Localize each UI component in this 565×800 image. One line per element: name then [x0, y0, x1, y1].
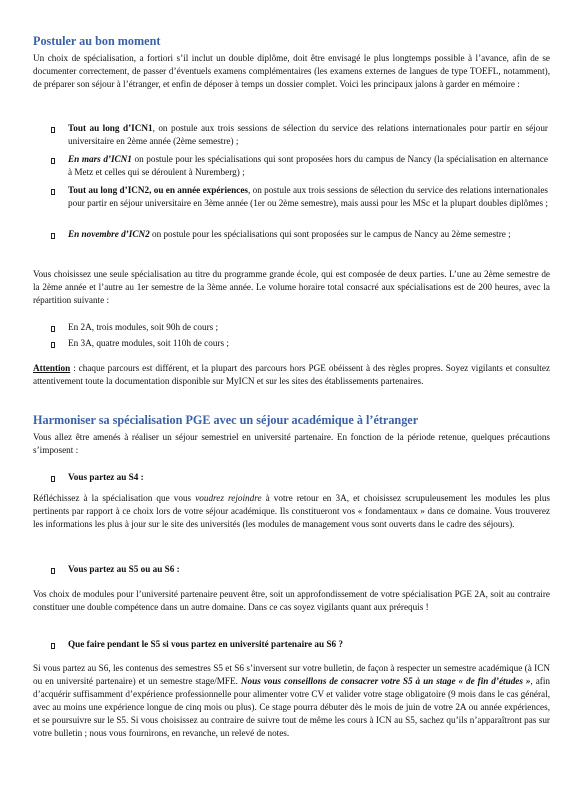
s4-heading: Vous partez au S4 : — [68, 472, 144, 482]
bullet-icon — [51, 643, 55, 649]
s5s6-heading: Vous partez au S5 ou au S6 : — [68, 564, 180, 574]
milestone-item: Tout au long d’ICN2, ou en année expériences, on postule aux trois sessions de sélection du service des relations internationales pour partir en séjour universitaire en 3ème année (1er ou 2ème semestre), mais aussi pour les MSc et la plupart doubles diplômes ; — [68, 185, 548, 208]
specialisation-paragraph: Vous choisissez une seule spécialisation au titre du programme grande école, qui est composée de deux parties. L’une au 2ème semestre de la 2ème année et l’autre au 1er semestre de la 3ème année. Le volume horaire total consacré aux spécialisations est de 200 heures, avec la répartition suivante : — [33, 269, 550, 305]
milestone-item: En novembre d’ICN2 on postule pour les spécialisations qui sont proposées sur le campus de Nancy au 2ème semestre ; — [68, 229, 511, 239]
bullet-icon — [51, 568, 55, 574]
question-paragraph: Si vous partez au S6, les contenus des semestres S5 et S6 s’inversent sur votre bulletin, de façon à respecter un semestre académique (à ICN ou en université partenaire) et un semestre stage/MFE. Nous vous conseillons de consacrer votre S5 à un stage « de fin d’études », afin d’acquérir suffisamment d’expérience professionnelle pour alimenter votre CV et valider votre stage obligatoire (9 mois dans le cas général, avec au moins une expérience longue de cinq mois ou plus). Ce stage pourra débuter dès le mois de juin de votre 2A ou année expériences, et se poursuivre sur le S5. Si vous choisissez au contraire de suivre tout de même les cours à ICN au S5, sachez qu’ils n’apparaîtront pas sur votre bulletin ; nous vous fournirons, en revanche, un relevé de notes. — [33, 663, 550, 738]
bullet-icon — [51, 127, 55, 133]
s5s6-paragraph: Vos choix de modules pour l’université partenaire peuvent être, soit un approfondissement de votre spécialisation PGE 2A, soit au contraire constituer une double compétence dans un autre domaine. Dans ce cas soyez vigilants quant aux prérequis ! — [33, 589, 550, 612]
milestone-item: En mars d’ICN1 on postule pour les spécialisations qui sont proposées hors du campus de Nancy (la spécialisation en alternance à Metz et celles qui se déroulent à Nuremberg) ; — [68, 154, 548, 177]
attention-paragraph: Attention : chaque parcours est différent, et la plupart des parcours hors PGE obéissent à des règles propres. Soyez vigilants et consultez attentivement toute la documentation disponible sur MyICN et sur les sites des établissements partenaires. — [33, 363, 550, 386]
hours-item: En 2A, trois modules, soit 90h de cours ; — [68, 322, 219, 332]
bullet-icon — [51, 342, 55, 348]
intro-paragraph: Un choix de spécialisation, a fortiori s’il inclut un double diplôme, doit être envisagé le plus longtemps possible à l’avance, afin de se documenter correctement, de passer d’éventuels examens complémentaires (les examens externes de langues de type TOEFL, notamment), de préparer son séjour à l’étranger, et enfin de déposer à temps un dossier complet. Voici les principaux jalons à garder en mémoire : — [33, 53, 550, 89]
section2-intro: Vous allez être amenés à réaliser un séjour semestriel en université partenaire. En fonction de la période retenue, quelques précautions s’imposent : — [33, 432, 550, 455]
question-heading: Que faire pendant le S5 si vous partez en université partenaire au S6 ? — [68, 639, 344, 649]
s4-paragraph: Réfléchissez à la spécialisation que vous voudrez rejoindre à votre retour en 3A, et choisissez scrupuleusement les modules les plus pertinents par rapport à ce choix lors de votre séjour académique. Ils constitueront vos « fondamentaux » dans ce domaine. Vous trouverez les informations les plus à jour sur le site des universités (les modules de management vous sont ouverts dans le cadre des séjours). — [33, 493, 551, 529]
bullet-icon — [51, 326, 55, 332]
bullet-icon — [51, 158, 55, 164]
section-title-harmoniser: Harmoniser sa spécialisation PGE avec un séjour académique à l’étranger — [33, 413, 419, 427]
bullet-icon — [51, 189, 55, 195]
section-title-postuler: Postuler au bon moment — [33, 34, 161, 48]
hours-item: En 3A, quatre modules, soit 110h de cours ; — [68, 338, 229, 348]
bullet-icon — [51, 476, 55, 482]
milestone-item: Tout au long d’ICN1, on postule aux trois sessions de sélection du service des relations internationales pour partir en séjour universitaire en 2ème année (2ème semestre) ; — [68, 123, 548, 146]
bullet-icon — [51, 233, 55, 239]
